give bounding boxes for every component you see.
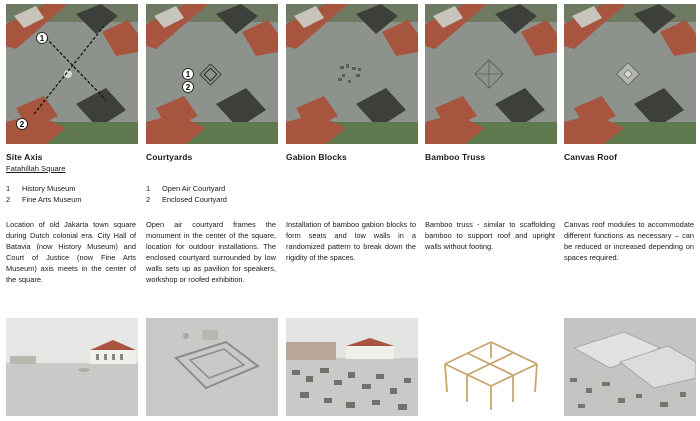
legend-number: 1	[146, 184, 151, 193]
legend-label: History Museum	[22, 184, 76, 193]
legend-item	[6, 194, 138, 205]
svg-text:1: 1	[185, 70, 191, 79]
column-heading: Bamboo Truss	[425, 152, 486, 162]
svg-text:2: 2	[185, 83, 191, 92]
legend-number: 1	[6, 184, 11, 193]
svg-text:1: 1	[39, 34, 45, 43]
legend-label: Enclosed Courtyard	[162, 195, 227, 204]
render-canvas-roof	[564, 318, 696, 416]
column-description: Installation of bamboo gabion blocks to form seats and low walls in a randomized pattern to break down the rigidity of the spaces.	[286, 220, 416, 263]
legend-label: Open Air Courtyard	[162, 184, 226, 193]
legend-label: Fine Arts Museum	[22, 195, 82, 204]
column-description: Canvas roof modules to accommodate different functions as necessary – can be reduced or increased depending on spaces required.	[564, 220, 694, 263]
column-courtyards	[146, 0, 278, 421]
truss-structure	[445, 342, 537, 410]
legend-number: 2	[6, 195, 11, 204]
aerial-courtyards	[146, 4, 278, 144]
column-heading: Canvas Roof	[564, 152, 618, 162]
render-site-axis	[6, 318, 138, 416]
legend-item	[6, 183, 138, 194]
marker-1	[183, 69, 194, 80]
column-canvas-roof	[564, 0, 696, 421]
legend-number: 2	[146, 195, 151, 204]
legend-list	[6, 183, 138, 205]
column-description: Bamboo truss - similar to scaffolding bamboo to support roof and upright walls without footing.	[425, 220, 555, 252]
column-heading: Gabion Blocks	[286, 152, 347, 162]
render-courtyards	[146, 318, 278, 416]
column-gabion-blocks	[286, 0, 418, 421]
aerial-site-axis	[6, 4, 138, 144]
svg-text:2: 2	[19, 120, 25, 129]
legend-item	[146, 183, 278, 194]
column-subheading: Fatahillah Square	[6, 164, 66, 173]
legend-list	[146, 183, 278, 205]
marker-1	[37, 33, 48, 44]
column-bamboo-truss	[425, 0, 557, 421]
column-heading: Courtyards	[146, 152, 193, 162]
render-bamboo-truss	[425, 318, 557, 416]
column-description: Location of old Jakarta town square during Dutch colonial era. City Hall of Batavia (now History Museum) and Court of Justice (now Fine Arts Museum) axis meets in the center of the square.	[6, 220, 136, 285]
legend-item	[146, 194, 278, 205]
column-site-axis	[6, 0, 138, 421]
aerial-gabion-blocks	[286, 4, 418, 144]
aerial-bamboo-truss	[425, 4, 557, 144]
column-heading: Site Axis	[6, 152, 43, 162]
aerial-canvas-roof	[564, 4, 696, 144]
marker-2	[17, 119, 28, 130]
render-gabion-blocks	[286, 318, 418, 416]
column-description: Open air courtyard frames the monument in the center of the square, location for outdoor installations. The enclosed courtyard surrounded by low walls sets up as pavilion for speakers, workshop or roofed exhibition.	[146, 220, 276, 285]
marker-2	[183, 82, 194, 93]
